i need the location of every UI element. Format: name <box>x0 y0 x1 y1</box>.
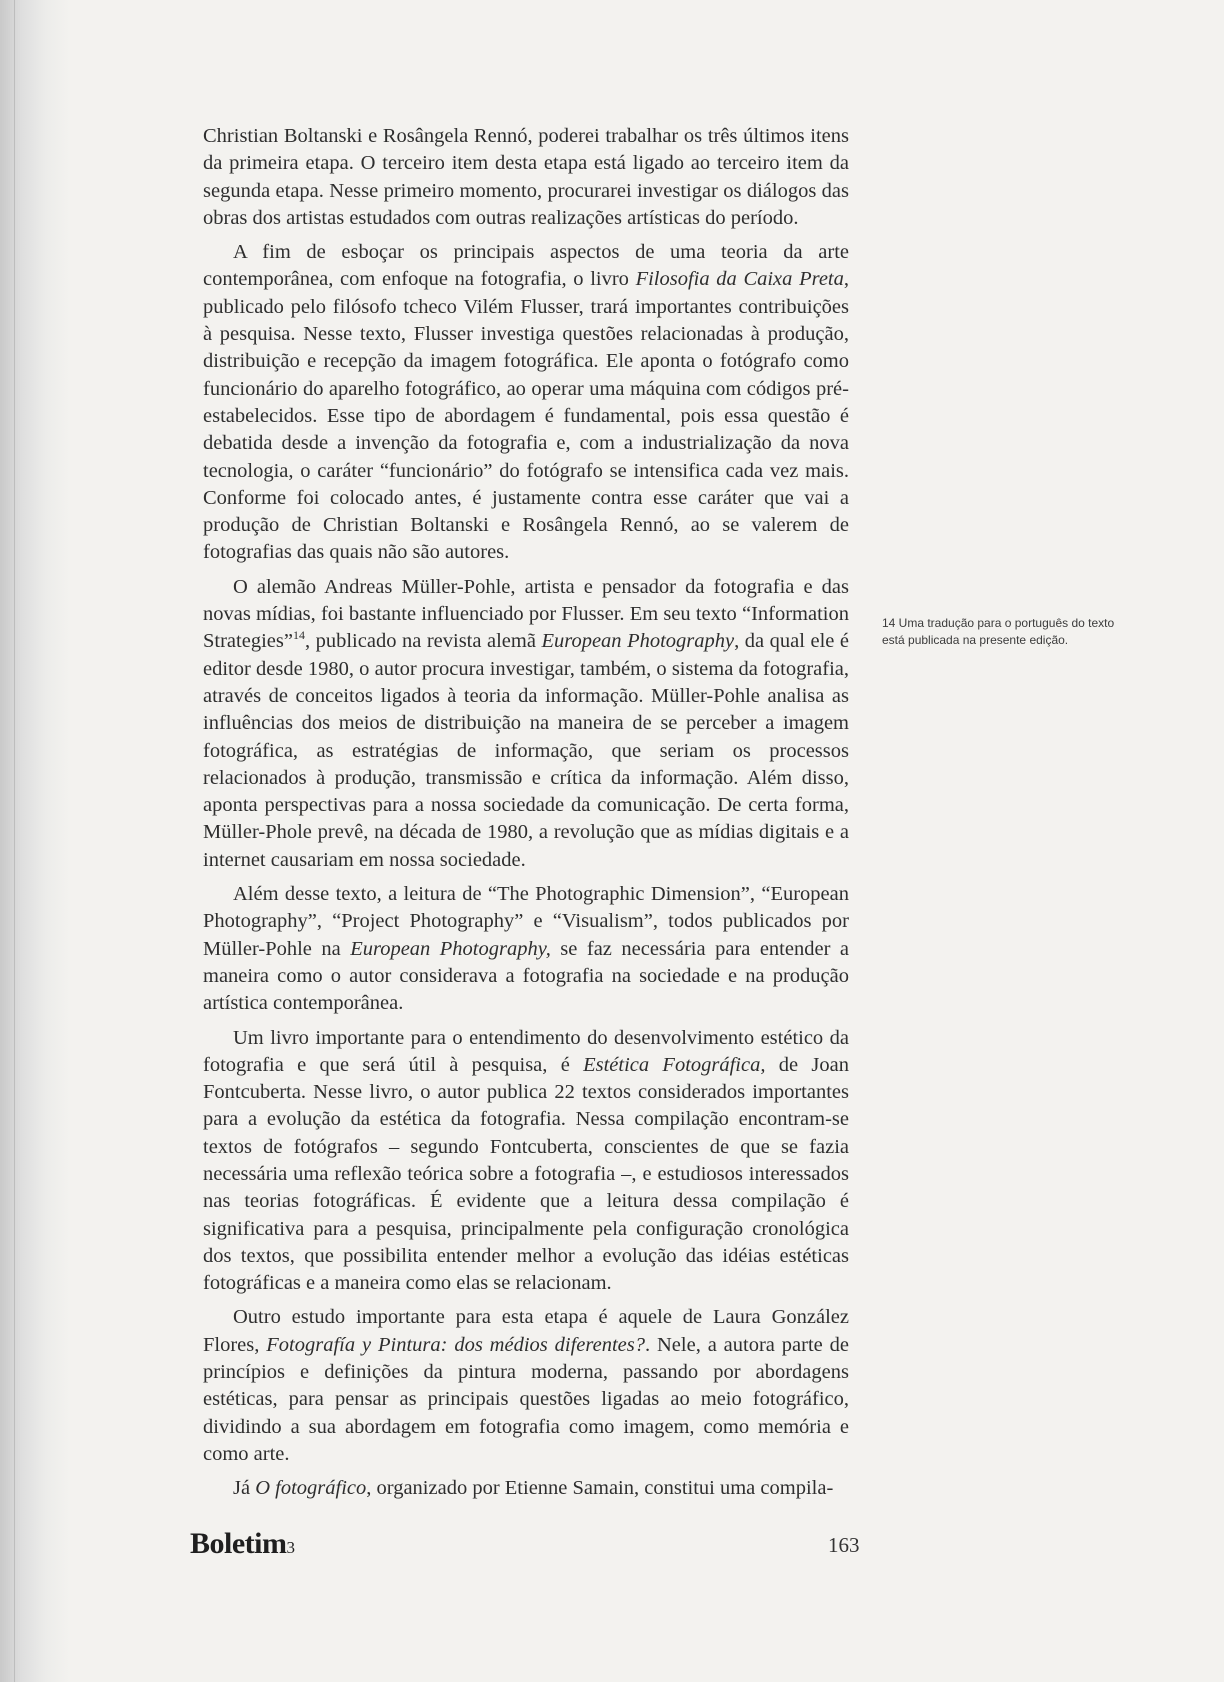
paragraph: Um livro importante para o entendimento do desenvolvimento estético da fotografia e que será útil à pesquisa, é Estética Fotográfica, de Joan Fontcuberta. Nesse livro, o autor publica 22 textos considerados importantes para a evolução da estética da fotografia. Nessa compilação encontram-se textos de fotógrafos – segundo Fontcuberta, conscientes de que se fazia necessária uma reflexão teórica sobre a fotografia –, e estudiosos interessados nas teorias fotográficas. É evidente que a leitura dessa compilação é significativa para a pesquisa, principalmente pela configuração cronológica dos textos, que possibilita entender melhor a evolução das idéias estéticas fotográficas e a maneira como elas se relacionam. <box>203 1026 849 1295</box>
paragraph: Christian Boltanski e Rosângela Rennó, poderei trabalhar os três últimos itens da primeira etapa. O terceiro item desta etapa está ligado ao terceiro item da segunda etapa. Nesse primeiro momento, procurarei investigar os diálogos das obras dos artistas estudados com outras realizações artísticas do período. <box>203 125 849 229</box>
magazine-title: European Photography <box>541 630 735 653</box>
binding-shadow <box>0 0 70 1682</box>
page-number: 163 <box>828 1533 860 1557</box>
paragraph: Já O fotográfico, organizado por Etienne Samain, constitui uma compila- <box>233 1477 834 1500</box>
book-title: Filosofia da Caixa Preta <box>635 268 844 291</box>
magazine-title: European Photography, <box>350 937 551 960</box>
footnote-marker: 14 <box>292 628 305 643</box>
book-title: O fotográfico <box>255 1477 367 1500</box>
book-title: Fotografía y Pintura: dos médios diferentes? <box>266 1333 645 1356</box>
binding-edge <box>14 0 15 1682</box>
paragraph: Além desse texto, a leitura de “The Photographic Dimension”, “European Photography”, “Project Photography” e “Visualism”, todos publicados por Müller-Pohle na European Photography, se faz necessária para entender a maneira como o autor considerava a fotografia na sociedade e na produção artística contemporânea. <box>203 883 849 1015</box>
paragraph: Outro estudo importante para esta etapa é aquele de Laura González Flores, Fotografía y Pintura: dos médios diferentes?. Nele, a autora parte de princípios e definições da pintura moderna, passando por abordagens estéticas, para pensar as principais questões ligadas ao meio fotográfico, dividindo a sua abordagem em fotografia como imagem, como memória e como arte. <box>203 1306 849 1465</box>
book-title: Estética Fotográfica, <box>583 1053 766 1076</box>
publication-logo: Boletim3 <box>190 1527 295 1560</box>
issue-number: 3 <box>286 1538 295 1557</box>
footnote-14: 14 Uma tradução para o português do texto está publicada na presente edição. <box>882 616 1115 647</box>
paragraph: A fim de esboçar os principais aspectos de uma teoria da arte contemporânea, com enfoque na fotografia, o livro Filosofia da Caixa Preta, publicado pelo filósofo tcheco Vilém Flusser, trará importantes contribuições à pesquisa. Nesse texto, Flusser investiga questões relacionadas à produção, distribuição e recepção da imagem fotográfica. Ele aponta o fotógrafo como funcionário do aparelho fotográfico, ao operar uma máquina com códigos pré-estabelecidos. Esse tipo de abordagem é fundamental, pois essa questão é debatida desde a invenção da fotografia e, com a industrialização da nova tecnologia, o caráter “funcionário” do fotógrafo se intensifica cada vez mais. Conforme foi colocado antes, é justamente contra esse caráter que vai a produção de Christian Boltanski e Rosângela Rennó, ao se valerem de fotografias das quais não são autores. <box>203 241 849 564</box>
paragraph: O alemão Andreas Müller-Pohle, artista e pensador da fotografia e das novas mídias, foi bastante influenciado por Flusser. Em seu texto “Information Strategies”$^{14}$, publicado na revista alemã European Photography, da qual ele é editor desde 1980, o autor procura investigar, também, o sistema da fotografia, através de conceitos ligados à teoria da informação. Müller-Pohle analisa as influências dos meios de distribuição na maneira de se perceber a imagem fotográfica, as estratégias de informação, que seriam os processos relacionados à produção, transmissão e crítica da informação. Além disso, aponta perspectivas para a nossa sociedade da comunicação. De certa forma, Müller-Phole prevê, na década de 1980, a revolução que as mídias digitais e a internet causariam em nossa sociedade. <box>203 575 849 871</box>
body-text <box>203 123 849 1503</box>
